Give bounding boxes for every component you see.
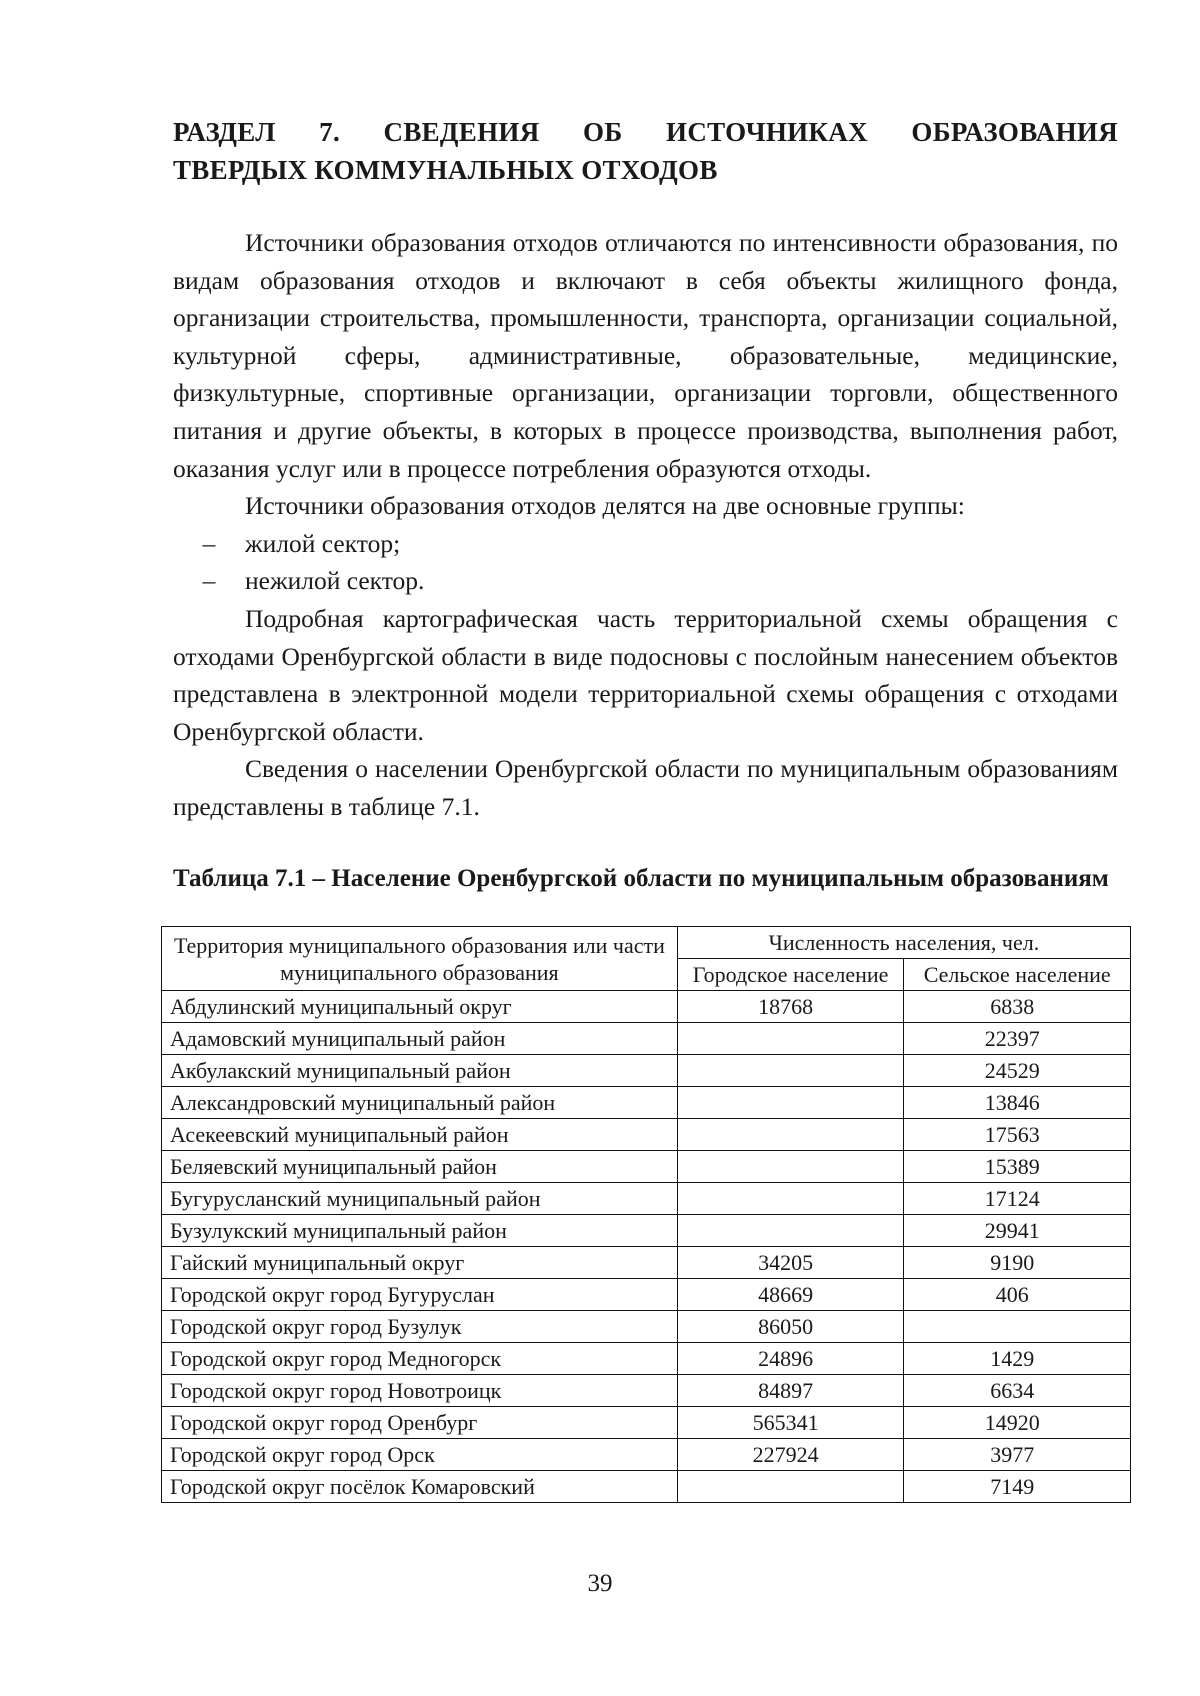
- table-caption: Таблица 7.1 – Население Оренбургской области по муниципальным образованиям: [173, 865, 1109, 892]
- header-territory: Территория муниципального образования или части муниципального образования: [162, 927, 678, 991]
- list-item-text: нежилой сектор.: [245, 566, 425, 596]
- territory-cell: Городской округ город Оренбург: [162, 1407, 678, 1439]
- paragraph-sources: Источники образования отходов отличаются по интенсивности образования, по видам образования отходов и включают в себя объекты жилищного фонда, организации строительства, промышленности, транспорта, организации социальной, культурной сферы, административные, образовательные, медицинские, физкультурные, спортивные организации, организации торговли, общественного питания и другие объекты, в которых в процессе производства, выполнения работ, оказания услуг или в процессе потребления образуются отходы.: [173, 228, 1118, 483]
- rural-population-cell: 17124: [904, 1183, 1131, 1215]
- urban-population-cell: 565341: [677, 1407, 904, 1439]
- territory-cell: Бугурусланский муниципальный район: [162, 1183, 678, 1215]
- table-row: [162, 1215, 1131, 1247]
- territory-cell: Городской округ посёлок Комаровский: [162, 1471, 678, 1503]
- paragraph-cartography: Подробная картографическая часть территориальной схемы обращения с отходами Оренбургской области в виде подосновы с послойным нанесением объектов представлена в электронной модели территориальной схемы обращения с отходами Оренбургской области.: [173, 603, 1118, 746]
- urban-population-cell: 48669: [677, 1279, 904, 1311]
- table-row: [162, 1151, 1131, 1183]
- page-number: 39: [587, 1570, 613, 1597]
- section-heading: [173, 113, 1118, 189]
- rural-population-cell: 14920: [904, 1407, 1131, 1439]
- list-item: [173, 525, 1118, 563]
- table-row: [162, 1087, 1131, 1119]
- table-body: [162, 991, 1131, 1503]
- table-row: [162, 991, 1131, 1023]
- territory-cell: Гайский муниципальный округ: [162, 1247, 678, 1279]
- rural-population-cell: 7149: [904, 1471, 1131, 1503]
- header-urban: Городское население: [677, 959, 904, 991]
- bullet-marker: –: [202, 566, 216, 596]
- territory-cell: Адамовский муниципальный район: [162, 1023, 678, 1055]
- section-heading-line-2: ТВЕРДЫХ КОММУНАЛЬНЫХ ОТХОДОВ: [173, 155, 718, 185]
- table-row: [162, 1055, 1131, 1087]
- paragraph-population: Сведения о населении Оренбургской области по муниципальным образованиям представлены в таблице 7.1.: [173, 754, 1118, 821]
- rural-population-cell: 6838: [904, 991, 1131, 1023]
- urban-population-cell: [677, 1151, 904, 1183]
- header-population: Численность населения, чел.: [677, 927, 1130, 959]
- table-row: [162, 1375, 1131, 1407]
- rural-population-cell: 15389: [904, 1151, 1131, 1183]
- table-row: [162, 1311, 1131, 1343]
- urban-population-cell: [677, 1087, 904, 1119]
- rural-population-cell: 406: [904, 1279, 1131, 1311]
- territory-cell: Бузулукский муниципальный район: [162, 1215, 678, 1247]
- urban-population-cell: 86050: [677, 1311, 904, 1343]
- urban-population-cell: [677, 1023, 904, 1055]
- rural-population-cell: 29941: [904, 1215, 1131, 1247]
- list-item: [173, 562, 1118, 600]
- urban-population-cell: 34205: [677, 1247, 904, 1279]
- urban-population-cell: 24896: [677, 1343, 904, 1375]
- table-row: [162, 1407, 1131, 1439]
- territory-cell: Городской округ город Медногорск: [162, 1343, 678, 1375]
- territory-cell: Асекеевский муниципальный район: [162, 1119, 678, 1151]
- paragraph-groups: Источники образования отходов делятся на две основные группы:: [245, 491, 965, 521]
- urban-population-cell: 18768: [677, 991, 904, 1023]
- table-row: [162, 1439, 1131, 1471]
- rural-population-cell: 9190: [904, 1247, 1131, 1279]
- population-table: [161, 926, 1131, 1503]
- territory-cell: Беляевский муниципальный район: [162, 1151, 678, 1183]
- urban-population-cell: [677, 1183, 904, 1215]
- rural-population-cell: 24529: [904, 1055, 1131, 1087]
- table-row: [162, 1119, 1131, 1151]
- territory-cell: Александровский муниципальный район: [162, 1087, 678, 1119]
- list-item-text: жилой сектор;: [245, 528, 401, 558]
- rural-population-cell: 17563: [904, 1119, 1131, 1151]
- territory-cell: Акбулакский муниципальный район: [162, 1055, 678, 1087]
- section-heading-line-1: РАЗДЕЛ 7. СВЕДЕНИЯ ОБ ИСТОЧНИКАХ ОБРАЗОВАНИЯ: [173, 117, 1118, 147]
- urban-population-cell: [677, 1471, 904, 1503]
- rural-population-cell: 1429: [904, 1343, 1131, 1375]
- territory-cell: Абдулинский муниципальный округ: [162, 991, 678, 1023]
- header-rural: Сельское население: [904, 959, 1131, 991]
- rural-population-cell: [904, 1311, 1131, 1343]
- urban-population-cell: [677, 1215, 904, 1247]
- rural-population-cell: 13846: [904, 1087, 1131, 1119]
- urban-population-cell: [677, 1119, 904, 1151]
- table-row: [162, 1471, 1131, 1503]
- territory-cell: Городской округ город Орск: [162, 1439, 678, 1471]
- table-row: [162, 1183, 1131, 1215]
- rural-population-cell: 3977: [904, 1439, 1131, 1471]
- table-row: [162, 1023, 1131, 1055]
- table-row: [162, 1247, 1131, 1279]
- bullet-marker: –: [202, 528, 216, 558]
- territory-cell: Городской округ город Новотроицк: [162, 1375, 678, 1407]
- rural-population-cell: 22397: [904, 1023, 1131, 1055]
- territory-cell: Городской округ город Бузулук: [162, 1311, 678, 1343]
- urban-population-cell: 84897: [677, 1375, 904, 1407]
- table-header-row: [162, 927, 1131, 959]
- table-row: [162, 1279, 1131, 1311]
- body-text: [173, 224, 1118, 826]
- urban-population-cell: 227924: [677, 1439, 904, 1471]
- rural-population-cell: 6634: [904, 1375, 1131, 1407]
- urban-population-cell: [677, 1055, 904, 1087]
- territory-cell: Городской округ город Бугуруслан: [162, 1279, 678, 1311]
- table-row: [162, 1343, 1131, 1375]
